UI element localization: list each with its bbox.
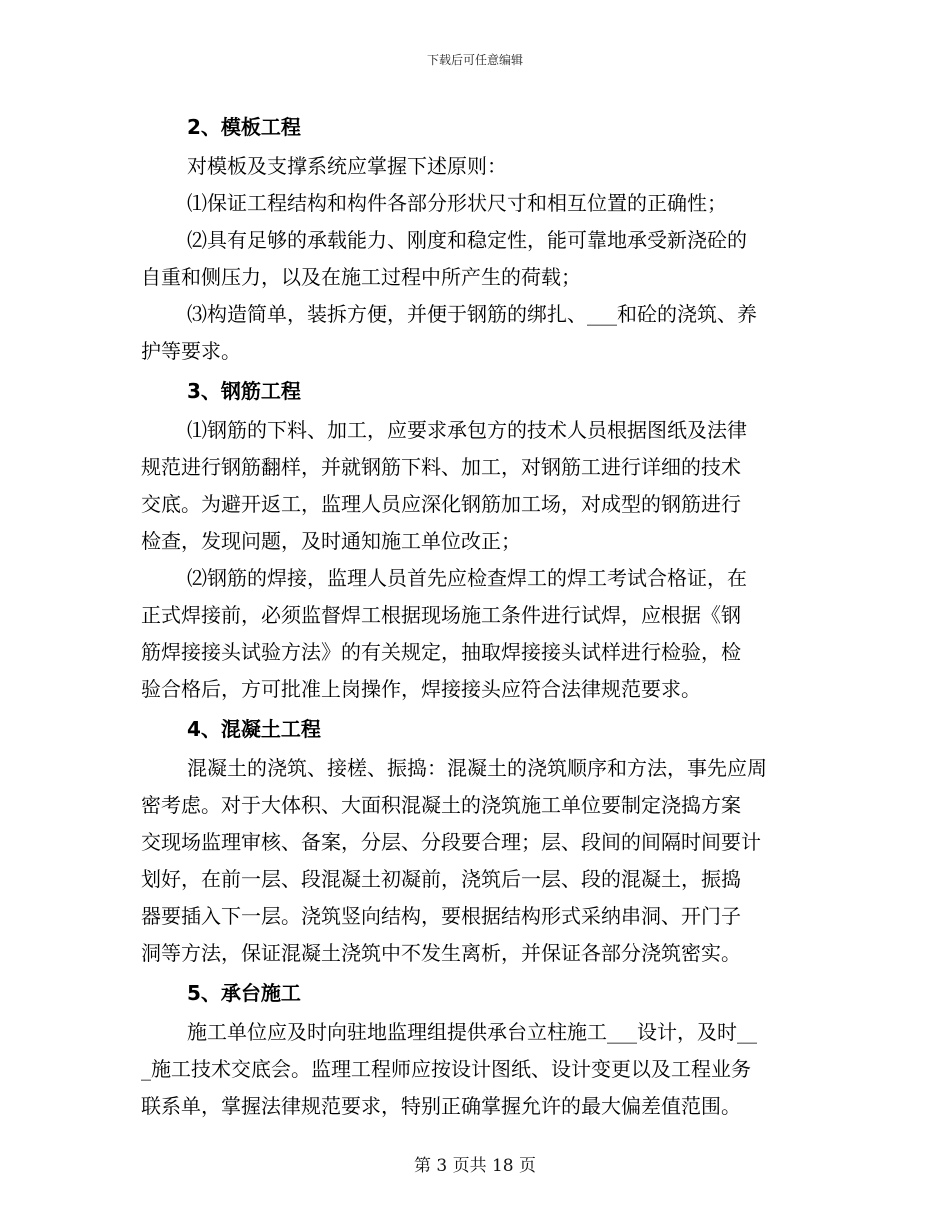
paragraph-line: _施工技术交底会。监理工程师应按设计图纸、设计变更以及工程业务 [141, 1057, 751, 1081]
paragraph-line: 检查，发现问题，及时通知施工单位改正； [141, 529, 521, 553]
paragraph-line: 对模板及支撑系统应掌握下述原则： [187, 154, 507, 178]
paragraph-line: 混凝土的浇筑、接槎、振捣：混凝土的浇筑顺序和方法，事先应周 [187, 756, 767, 780]
paragraph-line: 洞等方法，保证混凝土浇筑中不发生离析，并保证各部分浇筑密实。 [141, 941, 741, 965]
document-body [141, 106, 813, 1125]
paragraph-line: 施工单位应及时向驻地监理组提供承台立柱施工___设计，及时__ [187, 1020, 757, 1044]
paragraph-line: 联系单，掌握法律规范要求，特别正确掌握允许的最大偏差值范围。 [141, 1094, 741, 1118]
paragraph-line: 器要插入下一层。浇筑竖向结构，要根据结构形式采纳串洞、开门子 [141, 904, 741, 928]
paragraph-line: 密考虑。对于大体积、大面积混凝土的浇筑施工单位要制定浇捣方案 [141, 793, 741, 817]
body-paragraph [141, 222, 813, 296]
page-header: 下载后可任意编辑 [426, 53, 523, 67]
paragraph-line: ⑵具有足够的承载能力、刚度和稳定性，能可靠地承受新浇砼的 [187, 228, 747, 252]
body-paragraph [141, 560, 813, 708]
paragraph-line: 护等要求。 [141, 339, 241, 363]
section-heading: 4、混凝土工程 [187, 717, 321, 741]
section-heading: 5、承台施工 [187, 981, 301, 1005]
paragraph-line: ⑵钢筋的焊接，监理人员首先应检查焊工的焊工考试合格证，在 [187, 566, 747, 590]
paragraph-line: 筋焊接接头试验方法》的有关规定，抽取焊接接头试样进行检验，检 [141, 640, 741, 664]
body-paragraph [141, 750, 813, 972]
page-number-footer: 第 3 页共 18 页 [413, 1156, 537, 1176]
paragraph-line: ⑶构造简单，装拆方便，并便于钢筋的绑扎、___和砼的浇筑、养 [187, 302, 757, 326]
paragraph-line: 划好，在前一层、段混凝土初凝前，浇筑后一层、段的混凝土，振捣 [141, 867, 741, 891]
paragraph-line: 自重和侧压力，以及在施工过程中所产生的荷载； [141, 265, 581, 289]
body-paragraph [141, 1014, 813, 1125]
paragraph-line: 正式焊接前，必须监督焊工根据现场施工条件进行试焊，应根据《钢 [141, 603, 741, 627]
paragraph-line: 交现场监理审核、备案，分层、分段要合理；层、段间的间隔时间要计 [141, 830, 761, 854]
section-heading: 2、模板工程 [187, 115, 301, 139]
body-paragraph [141, 296, 813, 370]
paragraph-line: 验合格后，方可批准上岗操作，焊接接头应符合法律规范要求。 [141, 677, 701, 701]
paragraph-line: ⑴保证工程结构和构件各部分形状尺寸和相互位置的正确性； [187, 191, 727, 215]
paragraph-line: 交底。为避开返工，监理人员应深化钢筋加工场，对成型的钢筋进行 [141, 492, 741, 516]
paragraph-line: 规范进行钢筋翻样，并就钢筋下料、加工，对钢筋工进行详细的技术 [141, 455, 741, 479]
body-paragraph [141, 412, 813, 560]
section-heading: 3、钢筋工程 [187, 379, 301, 403]
body-paragraph [141, 185, 813, 222]
body-paragraph [141, 148, 813, 185]
paragraph-line: ⑴钢筋的下料、加工，应要求承包方的技术人员根据图纸及法律 [187, 418, 747, 442]
